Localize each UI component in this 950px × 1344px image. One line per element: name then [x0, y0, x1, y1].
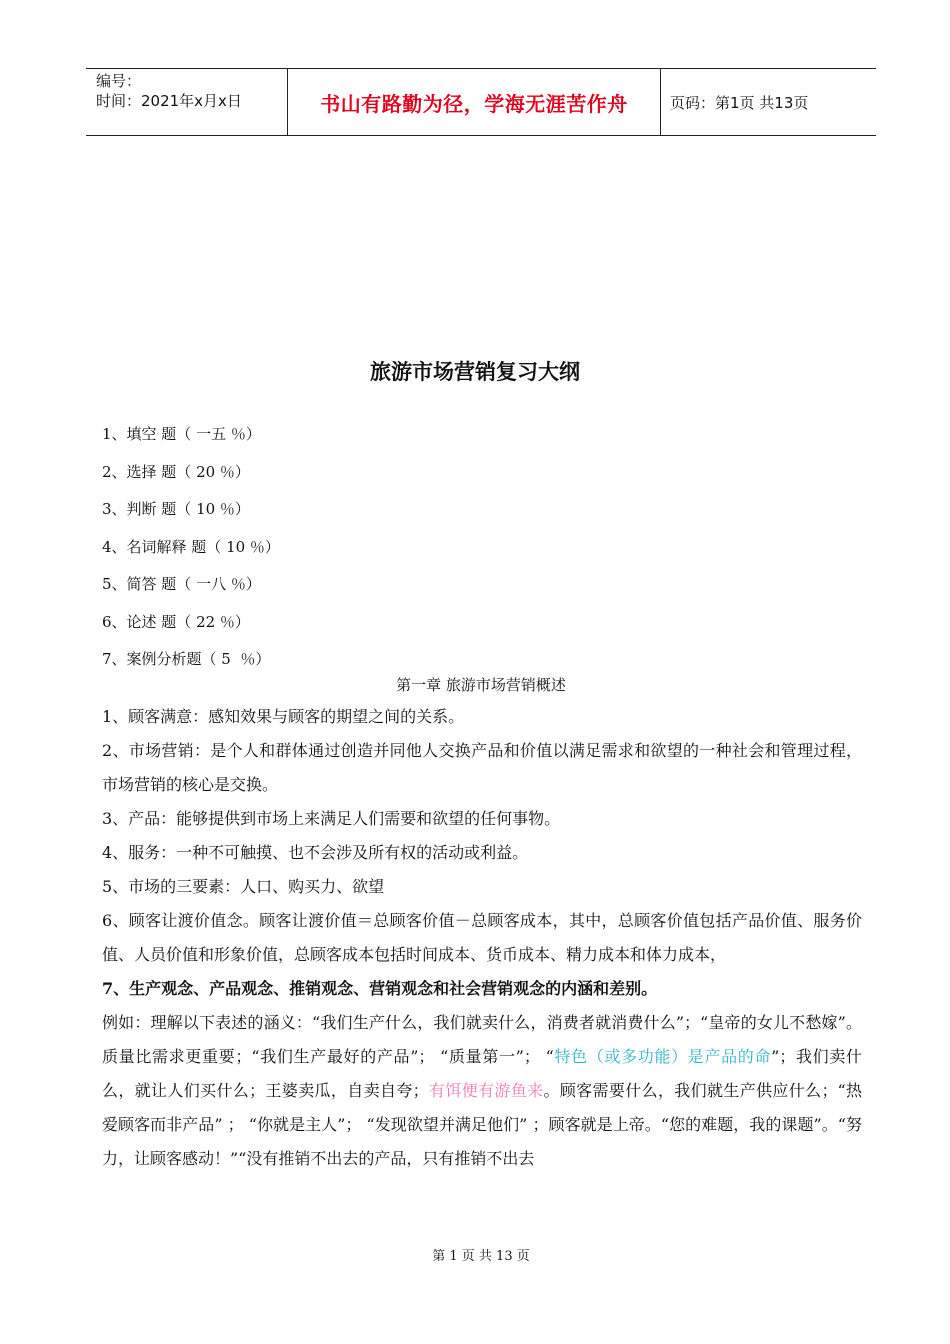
item-product: 3、产品：能够提供到市场上来满足人们需要和欲望的任何事物。: [102, 809, 561, 828]
example-text-1: 例如：理解以下表述的涵义：“我们生产什么，我们就卖什么，消费者就消费什么”；“皇帝的女儿不愁嫁”。质量比需求更重要；“我们生产最好的产品”； “质量第一”； “: [102, 1013, 862, 1066]
question-type-item: 7、案例分析题（ 5 ％）: [102, 650, 271, 668]
header-motto-cell: [288, 69, 661, 135]
question-type-item: 2、选择 题（ 20 ％）: [102, 462, 250, 481]
item-customer-value: 6、顾客让渡价值念。顾客让渡价值＝总顾客价值－总顾客成本，其中，总顾客价值包括产品价值、服务价值、人员价值和形象价值，总顾客成本包括时间成本、货币成本、精力成本和体力成本，: [102, 911, 862, 964]
item-customer-satisfaction: 1、顾客满意：感知效果与顾客的期望之间的关系。: [102, 707, 465, 726]
question-type-list: [102, 418, 280, 681]
item-marketing: 2、市场营销：是个人和群体通过创造并同他人交换产品和价值以满足需求和欲望的一种社会和管理过程，市场营销的核心是交换。: [102, 741, 862, 794]
page-info: 页码：第1页 共13页: [670, 93, 809, 112]
item-service: 4、服务：一种不可触摸、也不会涉及所有权的活动或利益。: [102, 843, 529, 862]
question-type-item: 3、判断 题（ 10 ％）: [102, 500, 250, 518]
header-table: [86, 68, 876, 136]
example-highlight-cyan: 特色（或多功能）是产品的命: [553, 1047, 772, 1066]
example-paragraph: [102, 1006, 862, 1176]
question-type-item: 6、论述 题（ 22 ％）: [102, 612, 250, 631]
question-type-item: 1、填空 题（ 一五 ％）: [102, 425, 261, 443]
example-text-3: 。顾客需要什么，我们就生产供应什么；“热爱顾客而非产品” ； “你就是主人”； “发现欲望并满足他们” ；顾客就是上帝。“您的难题，我的课题”。“努力，让顾客感动！”“没有推销不出去的产品，只有推销不出去: [102, 1081, 862, 1168]
item-marketing-concepts: 7、生产观念、产品观念、推销观念、营销观念和社会营销观念的内涵和差别。: [102, 979, 658, 998]
header-meta-cell: [86, 69, 288, 135]
document-title: 旅游市场营销复习大纲: [370, 359, 580, 384]
serial-label: 编号：: [96, 72, 142, 90]
question-type-item: 4、名词解释 题（ 10 ％）: [102, 537, 280, 556]
page-footer: 第 1 页 共 13 页: [432, 1249, 530, 1264]
example-text-2: ”；我们卖什么，就让人们买什么；王婆卖瓜，自卖自夸；: [102, 1047, 862, 1100]
item-market-elements: 5、市场的三要素：人口、购买力、欲望: [102, 877, 385, 896]
time-label: 时间：2021年x月x日: [96, 92, 242, 110]
chapter-heading: 第一章 旅游市场营销概述: [396, 676, 566, 694]
question-type-item: 5、简答 题（ 一八 ％）: [102, 575, 261, 593]
header-page-cell: [661, 69, 876, 135]
motto: 书山有路勤为径，学海无涯苦作舟: [320, 91, 628, 116]
document-body: [102, 700, 862, 1176]
example-highlight-pink: 有饵便有游鱼来: [428, 1081, 544, 1100]
